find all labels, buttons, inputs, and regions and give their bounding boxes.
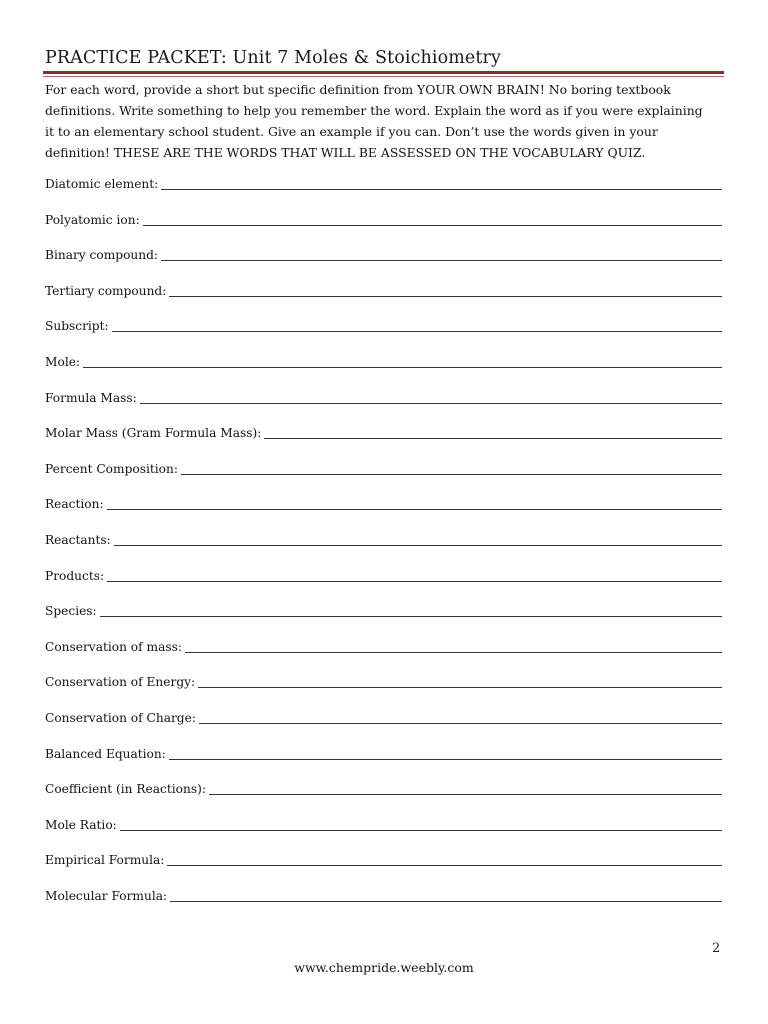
answer-blank[interactable] xyxy=(169,744,722,760)
vocab-label: Reaction: xyxy=(45,497,104,512)
header-rule-thin xyxy=(43,76,724,77)
vocab-label: Mole Ratio: xyxy=(45,817,117,832)
answer-blank[interactable] xyxy=(140,388,722,404)
vocab-row-conservation-of-charge xyxy=(45,708,722,744)
answer-blank[interactable] xyxy=(112,316,722,332)
vocab-row-formula-mass xyxy=(45,388,722,424)
vocab-row-conservation-of-mass xyxy=(45,637,722,673)
vocab-list xyxy=(45,174,722,921)
vocab-label: Conservation of Energy: xyxy=(45,675,196,690)
vocab-row-reaction xyxy=(45,494,722,530)
vocab-label: Tertiary compound: xyxy=(45,283,167,298)
answer-blank[interactable] xyxy=(161,174,722,190)
vocab-row-conservation-of-energy xyxy=(45,672,722,708)
answer-blank[interactable] xyxy=(199,708,722,724)
vocab-label: Conservation of mass: xyxy=(45,639,182,654)
vocab-label: Coefficient (in Reactions): xyxy=(45,782,206,797)
vocab-label: Percent Composition: xyxy=(45,461,178,476)
vocab-label: Polyatomic ion: xyxy=(45,212,140,227)
vocab-label: Species: xyxy=(45,604,97,619)
vocab-label: Formula Mass: xyxy=(45,390,137,405)
answer-blank[interactable] xyxy=(198,672,722,688)
instructions xyxy=(45,79,725,163)
vocab-row-empirical-formula xyxy=(45,850,722,886)
answer-blank[interactable] xyxy=(107,494,722,510)
answer-blank[interactable] xyxy=(264,423,722,439)
answer-blank[interactable] xyxy=(114,530,722,546)
vocab-label: Products: xyxy=(45,568,105,583)
vocab-label: Molar Mass (Gram Formula Mass): xyxy=(45,426,262,441)
vocab-row-molecular-formula xyxy=(45,886,722,922)
answer-blank[interactable] xyxy=(181,459,722,475)
vocab-row-diatomic-element xyxy=(45,174,722,210)
vocab-label: Balanced Equation: xyxy=(45,746,166,761)
vocab-row-percent-composition xyxy=(45,459,722,495)
answer-blank[interactable] xyxy=(185,637,722,653)
answer-blank[interactable] xyxy=(169,281,722,297)
answer-blank[interactable] xyxy=(120,815,722,831)
answer-blank[interactable] xyxy=(170,886,722,902)
answer-blank[interactable] xyxy=(107,566,722,582)
vocab-row-products xyxy=(45,566,722,602)
answer-blank[interactable] xyxy=(161,245,722,261)
vocab-row-binary-compound xyxy=(45,245,722,281)
vocab-label: Reactants: xyxy=(45,532,111,547)
vocab-row-mole-ratio xyxy=(45,815,722,851)
vocab-label: Conservation of Charge: xyxy=(45,710,196,725)
header-rule-thick xyxy=(43,71,724,74)
vocab-row-polyatomic-ion xyxy=(45,210,722,246)
answer-blank[interactable] xyxy=(143,210,722,226)
footer-url: www.chempride.weebly.com xyxy=(294,960,474,975)
vocab-row-mole xyxy=(45,352,722,388)
instruction-line: it to an elementary school student. Give an example if you can. Don’t use the words given in your xyxy=(45,124,658,139)
instruction-line: definitions. Write something to help you remember the word. Explain the word as if you were explaining xyxy=(45,103,703,118)
vocab-row-coefficient xyxy=(45,779,722,815)
vocab-label: Molecular Formula: xyxy=(45,888,168,903)
vocab-label: Mole: xyxy=(45,354,81,369)
vocab-label: Empirical Formula: xyxy=(45,853,165,868)
page-number: 2 xyxy=(712,941,721,956)
vocab-row-molar-mass xyxy=(45,423,722,459)
vocab-row-balanced-equation xyxy=(45,744,722,780)
vocab-label: Diatomic element: xyxy=(45,177,159,191)
answer-blank[interactable] xyxy=(100,601,722,617)
vocab-label: Subscript: xyxy=(45,319,109,334)
vocab-label: Binary compound: xyxy=(45,248,159,263)
answer-blank[interactable] xyxy=(209,779,722,795)
answer-blank[interactable] xyxy=(83,352,722,368)
vocab-row-species xyxy=(45,601,722,637)
answer-blank[interactable] xyxy=(167,850,722,866)
instruction-line: definition! THESE ARE THE WORDS THAT WILL BE ASSESSED ON THE VOCABULARY QUIZ. xyxy=(45,145,646,160)
instruction-line: For each word, provide a short but specific definition from YOUR OWN BRAIN! No boring textbook xyxy=(45,82,671,97)
vocab-row-subscript xyxy=(45,316,722,352)
vocab-row-tertiary-compound xyxy=(45,281,722,317)
vocab-row-reactants xyxy=(45,530,722,566)
page-title: PRACTICE PACKET: Unit 7 Moles & Stoichiometry xyxy=(45,48,501,68)
